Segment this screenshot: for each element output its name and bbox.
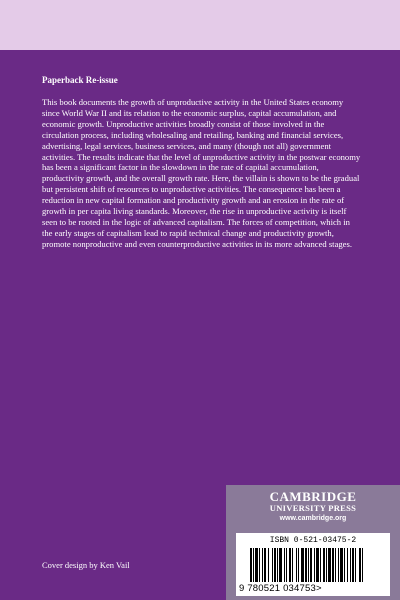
barcode-bar <box>284 548 285 582</box>
barcode-bar <box>326 548 327 582</box>
barcode-bar <box>335 548 336 582</box>
barcode-digits <box>239 583 389 594</box>
publisher-name-line2: UNIVERSITY PRESS <box>269 503 357 513</box>
barcode-bar <box>310 548 312 582</box>
barcode-bar <box>292 548 293 582</box>
barcode-bar <box>355 548 356 582</box>
barcode-price-mark: > <box>315 583 322 594</box>
book-description: This book documents the growth of unproductive activity in the United States economy since World War II and its relation to the economic surplus, capital accumulation, and economic growth. Unproductive activities broadly consist of those involved in the circulation process, including wholesaling and retailing, banking and financial services, advertising, legal services, business services, and many (though not all) government activities. The results indicate that the level of unproductive activity in the postwar economy has been a significant factor in the slowdown in the rate of capital accumulation, productivity growth, and the overall growth rate. Here, the villain is shown to be the gradual but persistent shift of resources to unproductive activities. The consequence has been a reduction in new capital formation and productivity growth and an erosion in the rate of growth in per capita living standards. Moreover, the rise in unproductive activity is itself seen to be rooted in the logic of advanced capitalism. The forces of competition, which in the early stages of capitalism lead to rapid technical change and productivity growth, promote nonproductive and even counterproductive activities in its more advanced stages. <box>42 97 361 249</box>
barcode-bar <box>340 548 343 582</box>
barcode-bar <box>298 548 299 582</box>
barcode-bar <box>277 548 278 582</box>
barcode-bar <box>308 548 309 582</box>
barcode-number: 9 780521 034753 <box>239 583 316 594</box>
barcode-bar <box>347 548 348 582</box>
barcode-bar <box>264 548 266 582</box>
barcode-bar <box>362 548 363 582</box>
barcode-bar <box>359 548 361 582</box>
isbn-text: ISBN 0-521-03475-2 <box>269 536 357 545</box>
barcode-bar <box>262 548 263 582</box>
barcode-bar <box>296 548 297 582</box>
barcode-bar <box>323 548 325 582</box>
barcode-bar <box>352 548 354 582</box>
barcode-bar <box>253 548 254 582</box>
publisher-logo <box>226 490 400 513</box>
barcode-bar <box>301 548 304 582</box>
cover-credit: Cover design by Ken Vail <box>42 560 130 570</box>
top-color-band <box>0 0 400 50</box>
edition-label: Paperback Re-issue <box>42 75 118 85</box>
barcode-bar <box>305 548 307 582</box>
barcode-bar <box>289 548 291 582</box>
barcode-bar <box>328 548 331 582</box>
barcode-bar <box>344 548 345 582</box>
barcode-bar <box>286 548 287 582</box>
publisher-name-line1: CAMBRIDGE <box>269 489 357 504</box>
barcode-bar <box>338 548 339 582</box>
barcode-bar <box>255 548 258 582</box>
publisher-url: www.cambridge.org <box>279 515 347 522</box>
barcode-bar <box>272 548 273 582</box>
barcode-bar <box>314 548 315 582</box>
publisher-block <box>226 485 400 600</box>
barcode-bar <box>332 548 334 582</box>
barcode-bar <box>274 548 276 582</box>
barcode-bar <box>250 548 252 582</box>
barcode-panel <box>236 533 390 596</box>
barcode-icon <box>250 548 376 582</box>
barcode-bar <box>350 548 351 582</box>
barcode-bar <box>279 548 282 582</box>
barcode-bar <box>268 548 269 582</box>
barcode-bar <box>316 548 319 582</box>
barcode-bar <box>259 548 260 582</box>
barcode-bar <box>320 548 321 582</box>
